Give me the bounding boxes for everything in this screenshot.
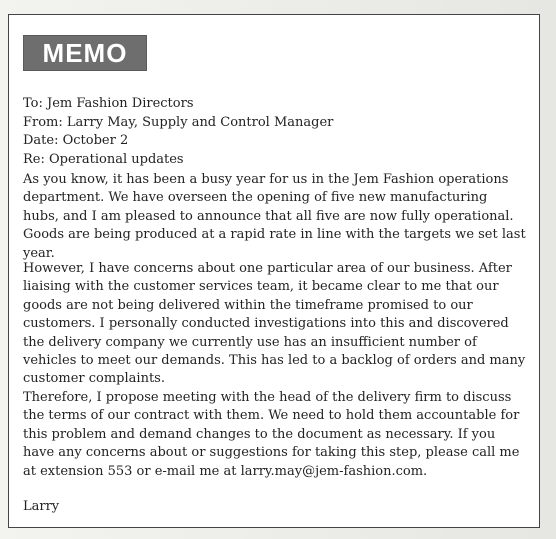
memo-paragraph-2: However, I have concerns about one particular area of our business. After liaising with the customer services team, it became clear to me that our goods are not being delivered within the timeframe promised to our customers. I personally conducted investigations into this and discovered the delivery company we currently use has an insufficient number of vehicles to meet our demands. This has led to a backlog of orders and many customer complaints. (23, 261, 526, 387)
memo-paragraph-1: As you know, it has been a busy year for us in the Jem Fashion operations department. We have overseen the opening of five new manufacturing hubs, and I am pleased to announce that all five are now fully operational. Goods are being produced at a rapid rate in line with the targets we set last year. (23, 172, 526, 261)
memo-subject: Re: Operational updates (23, 151, 184, 167)
memo-signoff: Larry (23, 499, 60, 514)
memo-badge (23, 35, 147, 71)
memo-from: From: Larry May, Supply and Control Manager (23, 114, 334, 130)
memo-to: To: Jem Fashion Directors (23, 96, 194, 111)
memo-header (23, 95, 523, 169)
memo-date: Date: October 2 (23, 133, 129, 148)
memo-card (8, 14, 540, 528)
memo-badge-label: MEMO (42, 37, 128, 68)
memo-paragraph-3: Therefore, I propose meeting with the head of the delivery firm to discuss the terms of our contract with them. We need to hold them accountable for this problem and demand changes to the document as necessary. If you have any concerns about or suggestions for taking this step, please call me at extension 553 or e-mail me at larry.may@jem-fashion.com. (23, 390, 520, 479)
